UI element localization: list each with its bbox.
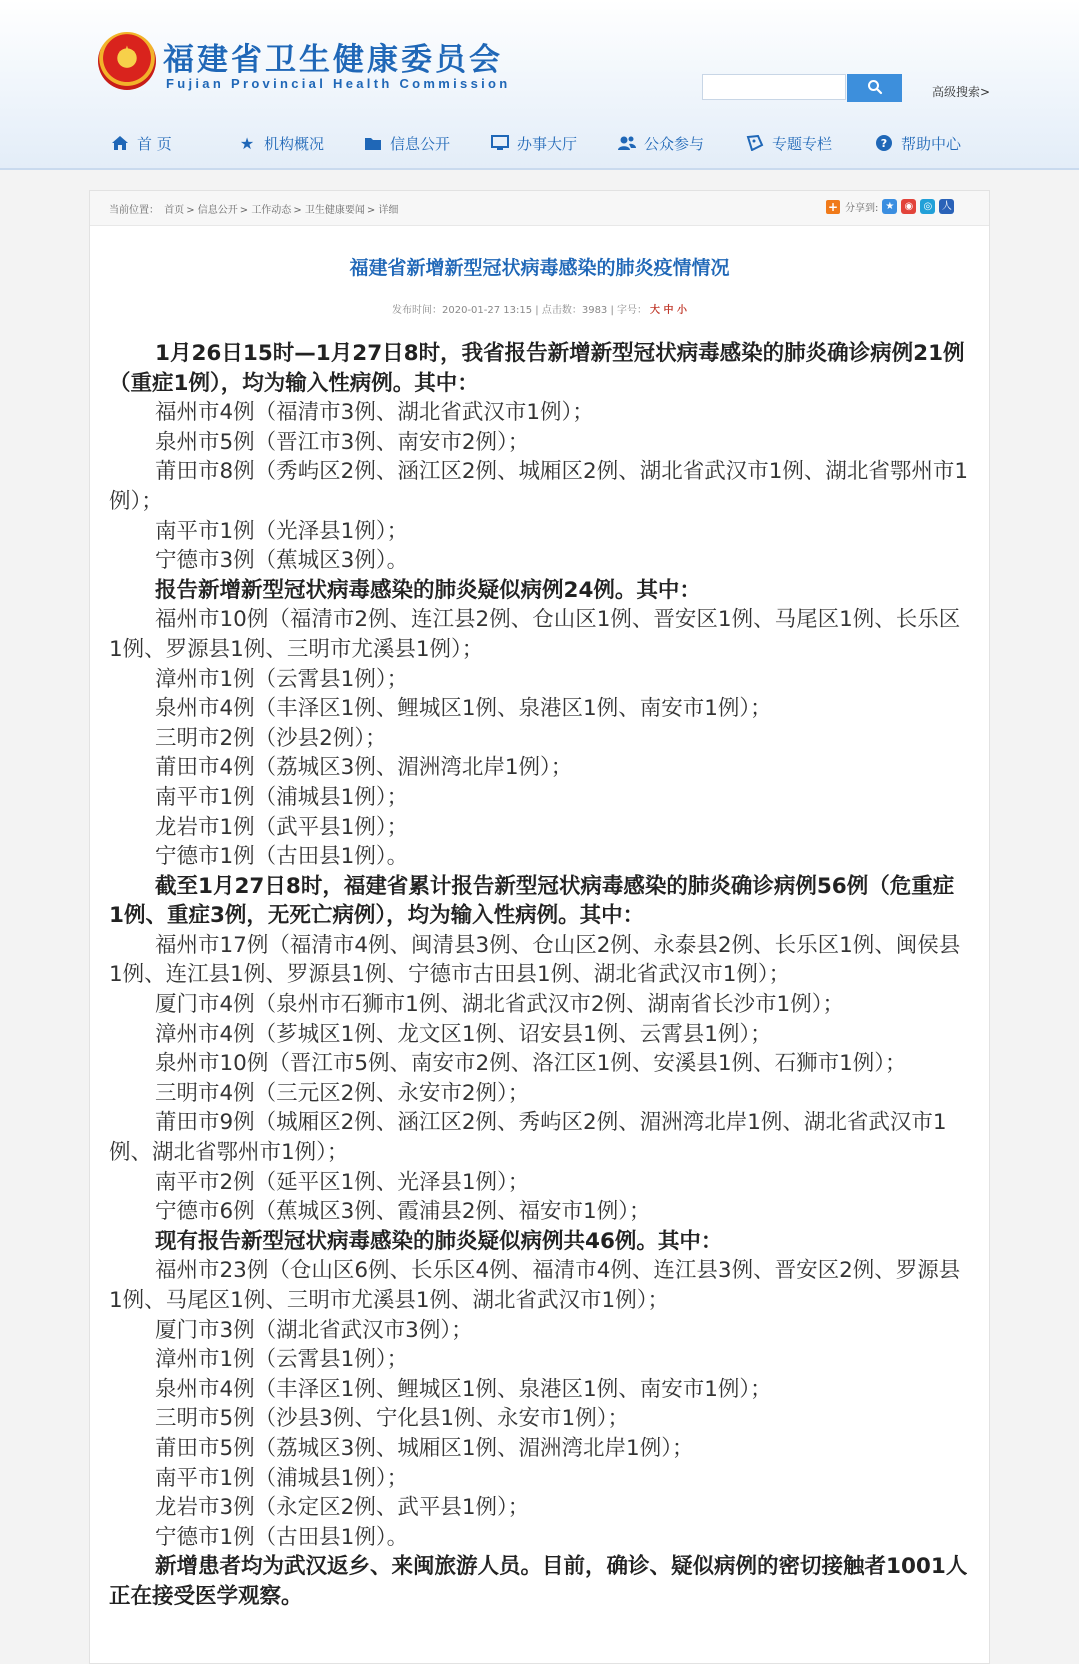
article-paragraph: 泉州市4例（丰泽区1例、鲤城区1例、泉港区1例、南安市1例）； (155, 1376, 772, 1402)
nav-item-info-disclosure[interactable] (363, 128, 450, 158)
article-paragraph: 龙岩市1例（武平县1例）； (155, 814, 409, 840)
search-button[interactable] (847, 74, 902, 102)
article-paragraph: 福州市10例（福清市2例、连江县2例、仓山区1例、晋安区1例、马尾区1例、长乐区1例、罗源县1例、三明市尤溪县1例）； (109, 607, 961, 662)
main-nav (0, 128, 1079, 160)
breadcrumb-item-detail: 详细 (378, 205, 399, 216)
article-paragraph: 宁德市1例（古田县1例）。 (155, 1524, 409, 1550)
nav-item-special-topics[interactable] (745, 128, 832, 158)
article-paragraph: 现有报告新型冠状病毒感染的肺炎疑似病例共46例。其中： (155, 1228, 723, 1254)
meta-font-label: 字号： (617, 305, 648, 316)
article-meta: 发布时间：2020-01-27 13:15 | 点击数：3983 | 字号： 大 中 小 (391, 305, 687, 316)
article-paragraph: 宁德市1例（古田县1例）。 (155, 844, 409, 870)
nav-label: 办事大厅 (517, 134, 578, 153)
article-paragraph: 厦门市4例（泉州市石狮市1例、湖北省武汉市2例、湖南省长沙市1例）； (155, 992, 844, 1018)
article-body (109, 339, 969, 1612)
article-paragraph: 漳州市1例（云霄县1例）； (155, 666, 409, 692)
share-label: 分享到: (845, 203, 879, 214)
font-size-selector[interactable]: 大 中 小 (650, 305, 687, 316)
article-paragraph: 福州市4例（福清市3例、湖北省武汉市1例）； (155, 400, 594, 426)
article-paragraph: 宁德市3例（蕉城区3例）。 (155, 548, 409, 574)
breadcrumb-item-home[interactable]: 首页 (164, 205, 185, 216)
renren-share-icon[interactable]: 人 (939, 199, 954, 214)
nav-item-service-hall[interactable] (490, 128, 577, 158)
help-icon (874, 133, 894, 153)
advanced-search-link[interactable]: 高级搜索> (932, 85, 991, 99)
article-paragraph: 三明市2例（沙县2例）； (155, 725, 387, 751)
article-paragraph: 南平市2例（延平区1例、光泽县1例）； (155, 1169, 530, 1195)
article-paragraph: 泉州市4例（丰泽区1例、鲤城区1例、泉港区1例、南安市1例）； (155, 696, 772, 722)
article-paragraph: 南平市1例（光泽县1例）； (155, 518, 409, 544)
meta-time-label: 发布时间： (391, 305, 442, 316)
tencent-share-icon[interactable]: ◎ (920, 199, 935, 214)
article-paragraph: 南平市1例（浦城县1例）； (155, 1465, 409, 1491)
nav-item-home[interactable] (110, 128, 172, 158)
svg-text:?: ? (880, 137, 888, 150)
meta-time: 2020-01-27 13:15 (441, 305, 533, 316)
nav-item-organization[interactable] (237, 128, 324, 158)
article-paragraph: 新增患者均为武汉返乡、来闽旅游人员。目前，确诊、疑似病例的密切接触者1001人正在接受医学观察。 (109, 1554, 968, 1609)
article-paragraph: 1月26日15时—1月27日8时，我省报告新增新型冠状病毒感染的肺炎确诊病例21例（重症1例），均为输入性病例。其中： (109, 341, 965, 396)
breadcrumb-item-news[interactable]: 卫生健康要闻 (304, 205, 365, 216)
weibo-share-icon[interactable]: ◉ (901, 199, 916, 214)
breadcrumb-item-info[interactable]: 信息公开 (197, 205, 238, 216)
article-paragraph: 三明市4例（三元区2例、永安市2例）； (155, 1080, 530, 1106)
article-paragraph: 莆田市9例（城厢区2例、涵江区2例、秀屿区2例、湄洲湾北岸1例、湖北省武汉市1例、湖北省鄂州市1例）； (109, 1110, 947, 1166)
article-paragraph: 莆田市5例（荔城区3例、城厢区1例、湄洲湾北岸1例）； (155, 1435, 694, 1461)
nav-label: 公众参与 (644, 134, 705, 153)
qzone-share-icon[interactable]: ★ (882, 199, 897, 214)
article-container (89, 190, 990, 1664)
folder-icon (363, 133, 383, 153)
star-icon: ★ (239, 133, 255, 153)
nav-label: 机构概况 (264, 134, 325, 153)
article-paragraph: 三明市5例（沙县3例、宁化县1例、永安市1例）； (155, 1406, 629, 1432)
monitor-icon (490, 133, 510, 153)
share-bar (826, 199, 954, 214)
search-input[interactable] (702, 74, 846, 100)
article-paragraph: 龙岩市3例（永定区2例、武平县1例）； (155, 1495, 530, 1521)
nav-label: 专题专栏 (772, 134, 833, 153)
search-icon (867, 79, 883, 95)
article-paragraph: 漳州市1例（云霄县1例）； (155, 1347, 409, 1373)
article-paragraph: 泉州市10例（晋江市5例、南安市2例、洛江区1例、安溪县1例、石狮市1例）； (155, 1051, 907, 1077)
nav-label: 信息公开 (390, 134, 451, 153)
article-paragraph: 莆田市4例（荔城区3例、湄洲湾北岸1例）； (155, 755, 573, 781)
home-icon (110, 133, 130, 153)
share-plus-icon[interactable]: + (827, 199, 839, 214)
bookmark-icon (745, 133, 765, 153)
article-paragraph: 厦门市3例（湖北省武汉市3例）； (155, 1317, 473, 1343)
meta-clicks-label: 点击数： (541, 305, 582, 316)
users-icon (617, 133, 637, 153)
site-title[interactable]: 福建省卫生健康委员会 (163, 42, 503, 78)
article-paragraph: 截至1月27日8时，福建省累计报告新型冠状病毒感染的肺炎确诊病例56例（危重症1例、重症3例，无死亡病例），均为输入性病例。其中： (109, 873, 955, 929)
nav-label: 首 页 (137, 134, 172, 153)
article-title: 福建省新增新型冠状病毒感染的肺炎疫情情况 (349, 257, 730, 279)
site-subtitle: Fujian Provincial Health Commission (166, 76, 511, 91)
breadcrumb-item-work[interactable]: 工作动态 (251, 205, 292, 216)
national-emblem-logo: ★ (98, 32, 156, 90)
site-header (0, 0, 1079, 170)
breadcrumb-prefix: 当前位置： (109, 205, 159, 216)
article-paragraph: 福州市23例（仓山区6例、长乐区4例、福清市4例、连江县3例、晋安区2例、罗源县1例、马尾区1例、三明市尤溪县1例、湖北省武汉市1例）； (109, 1258, 961, 1313)
article-paragraph: 莆田市8例（秀屿区2例、涵江区2例、城厢区2例、湖北省武汉市1例、湖北省鄂州市1例）； (109, 459, 969, 514)
article-paragraph: 报告新增新型冠状病毒感染的肺炎疑似病例24例。其中： (155, 577, 701, 603)
breadcrumb-bar (90, 191, 989, 226)
nav-item-public-participation[interactable] (617, 128, 704, 158)
breadcrumb: 当前位置： 首页 > 信息公开 > 工作动态 > 卫生健康要闻 > 详细 (109, 205, 399, 216)
article-paragraph: 泉州市5例（晋江市3例、南安市2例）； (155, 429, 530, 455)
nav-item-help-center[interactable] (874, 128, 961, 158)
article-paragraph: 南平市1例（浦城县1例）； (155, 784, 409, 810)
article-paragraph: 漳州市4例（芗城区1例、龙文区1例、诏安县1例、云霄县1例）； (155, 1021, 772, 1047)
article-paragraph: 宁德市6例（蕉城区3例、霞浦县2例、福安市1例）； (155, 1199, 651, 1225)
meta-clicks: 3983 (581, 305, 608, 316)
article-paragraph: 福州市17例（福清市4例、闽清县3例、仓山区2例、永泰县2例、长乐区1例、闽侯县1例、连江县1例、罗源县1例、宁德市古田县1例、湖北省武汉市1例）； (109, 932, 961, 988)
nav-label: 帮助中心 (901, 134, 962, 153)
